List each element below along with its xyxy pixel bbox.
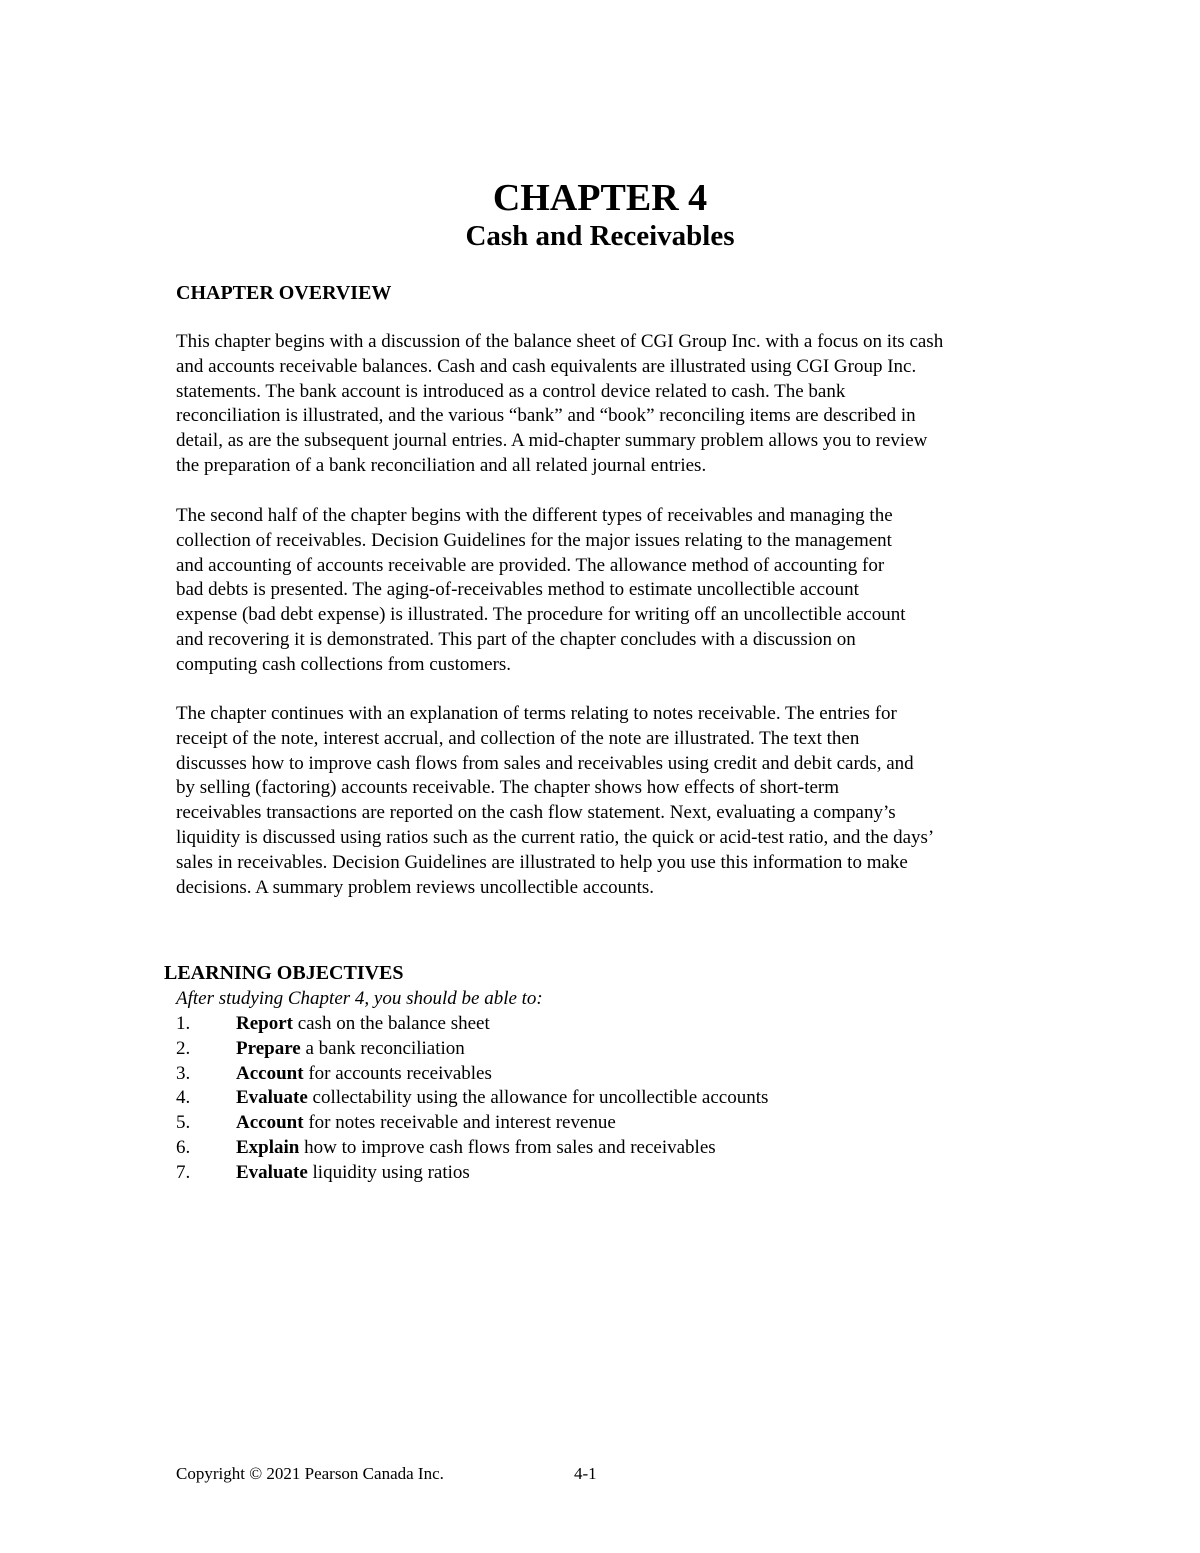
objective-item bbox=[176, 1111, 768, 1136]
text-line: This chapter begins with a discussion of the balance sheet of CGI Group Inc. with a focus on its cash bbox=[176, 331, 944, 352]
text-line: expense (bad debt expense) is illustrated. The procedure for writing off an uncollectible account bbox=[176, 604, 906, 626]
objective-text: collectability using the allowance for uncollectible accounts bbox=[307, 1087, 769, 1109]
footer-copyright: Copyright © 2021 Pearson Canada Inc. bbox=[176, 1464, 444, 1483]
text-line: collection of receivables. Decision Guidelines for the major issues relating to the management bbox=[176, 529, 892, 551]
objective-verb: Explain bbox=[236, 1136, 300, 1158]
objective-verb: Account bbox=[236, 1112, 304, 1134]
objective-verb: Evaluate bbox=[236, 1161, 308, 1183]
text-line: discusses how to improve cash flows from sales and receivables using credit and debit cards, and bbox=[176, 752, 914, 774]
text-line: The chapter continues with an explanation of terms relating to notes receivable. The entries for bbox=[176, 703, 897, 724]
objective-number: 2. bbox=[176, 1037, 191, 1059]
objective-item bbox=[176, 1037, 768, 1062]
objective-text: cash on the balance sheet bbox=[292, 1013, 490, 1034]
objective-verb: Report bbox=[236, 1013, 293, 1034]
text-line: and accounting of accounts receivable are provided. The allowance method of accounting for bbox=[176, 554, 885, 576]
text-line: and recovering it is demonstrated. This part of the chapter concludes with a discussion on bbox=[176, 628, 856, 650]
overview-paragraph bbox=[176, 702, 1056, 900]
objective-item bbox=[176, 1086, 768, 1111]
objective-verb: Evaluate bbox=[236, 1087, 308, 1109]
objectives-list bbox=[176, 1012, 768, 1186]
text-line: reconciliation is illustrated, and the various “bank” and “book” reconciling items are described in bbox=[176, 405, 916, 427]
overview-paragraph bbox=[176, 504, 1056, 678]
chapter-title: Cash and Receivables bbox=[465, 220, 735, 252]
objective-verb: Account bbox=[236, 1062, 304, 1084]
text-line: by selling (factoring) accounts receivable. The chapter shows how effects of short-term bbox=[176, 777, 840, 799]
text-line: detail, as are the subsequent journal entries. A mid-chapter summary problem allows you to review bbox=[176, 430, 928, 452]
objective-item bbox=[176, 1062, 768, 1087]
overview-paragraph bbox=[176, 330, 1056, 479]
objectives-intro: After studying Chapter 4, you should be able to: bbox=[176, 988, 543, 1009]
text-line: the preparation of a bank reconciliation and all related journal entries. bbox=[176, 454, 707, 476]
text-line: sales in receivables. Decision Guidelines are illustrated to help you use this information to make bbox=[176, 851, 908, 873]
text-line: The second half of the chapter begins with the different types of receivables and managing the bbox=[176, 505, 893, 526]
text-line: liquidity is discussed using ratios such as the current ratio, the quick or acid-test ratio, and the days’ bbox=[176, 826, 935, 848]
chapter-number: CHAPTER 4 bbox=[492, 177, 708, 219]
objective-text: liquidity using ratios bbox=[307, 1161, 470, 1183]
text-line: bad debts is presented. The aging-of-receivables method to estimate uncollectible account bbox=[176, 579, 859, 601]
text-line: receipt of the note, interest accrual, and collection of the note are illustrated. The text then bbox=[176, 727, 860, 749]
overview-heading: CHAPTER OVERVIEW bbox=[176, 282, 392, 304]
objective-item bbox=[176, 1161, 768, 1186]
objective-item bbox=[176, 1136, 768, 1161]
objectives-heading: LEARNING OBJECTIVES bbox=[164, 962, 404, 984]
text-line: statements. The bank account is introduced as a control device related to cash. The bank bbox=[176, 380, 846, 402]
text-line: decisions. A summary problem reviews uncollectible accounts. bbox=[176, 876, 655, 898]
objective-number: 3. bbox=[176, 1062, 191, 1084]
objective-text: a bank reconciliation bbox=[300, 1037, 465, 1059]
objective-text: how to improve cash flows from sales and receivables bbox=[299, 1136, 716, 1158]
text-line: and accounts receivable balances. Cash and cash equivalents are illustrated using CGI Group Inc. bbox=[176, 355, 917, 377]
text-line: computing cash collections from customers. bbox=[176, 653, 512, 675]
footer-page-number: 4-1 bbox=[574, 1464, 597, 1483]
objective-number: 6. bbox=[176, 1136, 191, 1158]
objective-number: 4. bbox=[176, 1087, 191, 1109]
objective-verb: Prepare bbox=[236, 1037, 301, 1059]
objective-item bbox=[176, 1012, 768, 1037]
objective-text: for accounts receivables bbox=[303, 1062, 492, 1084]
objective-text: for notes receivable and interest revenue bbox=[303, 1112, 616, 1134]
objective-number: 5. bbox=[176, 1112, 191, 1134]
objective-number: 1. bbox=[176, 1013, 191, 1034]
objective-number: 7. bbox=[176, 1161, 191, 1183]
text-line: receivables transactions are reported on the cash flow statement. Next, evaluating a company’s bbox=[176, 802, 896, 824]
